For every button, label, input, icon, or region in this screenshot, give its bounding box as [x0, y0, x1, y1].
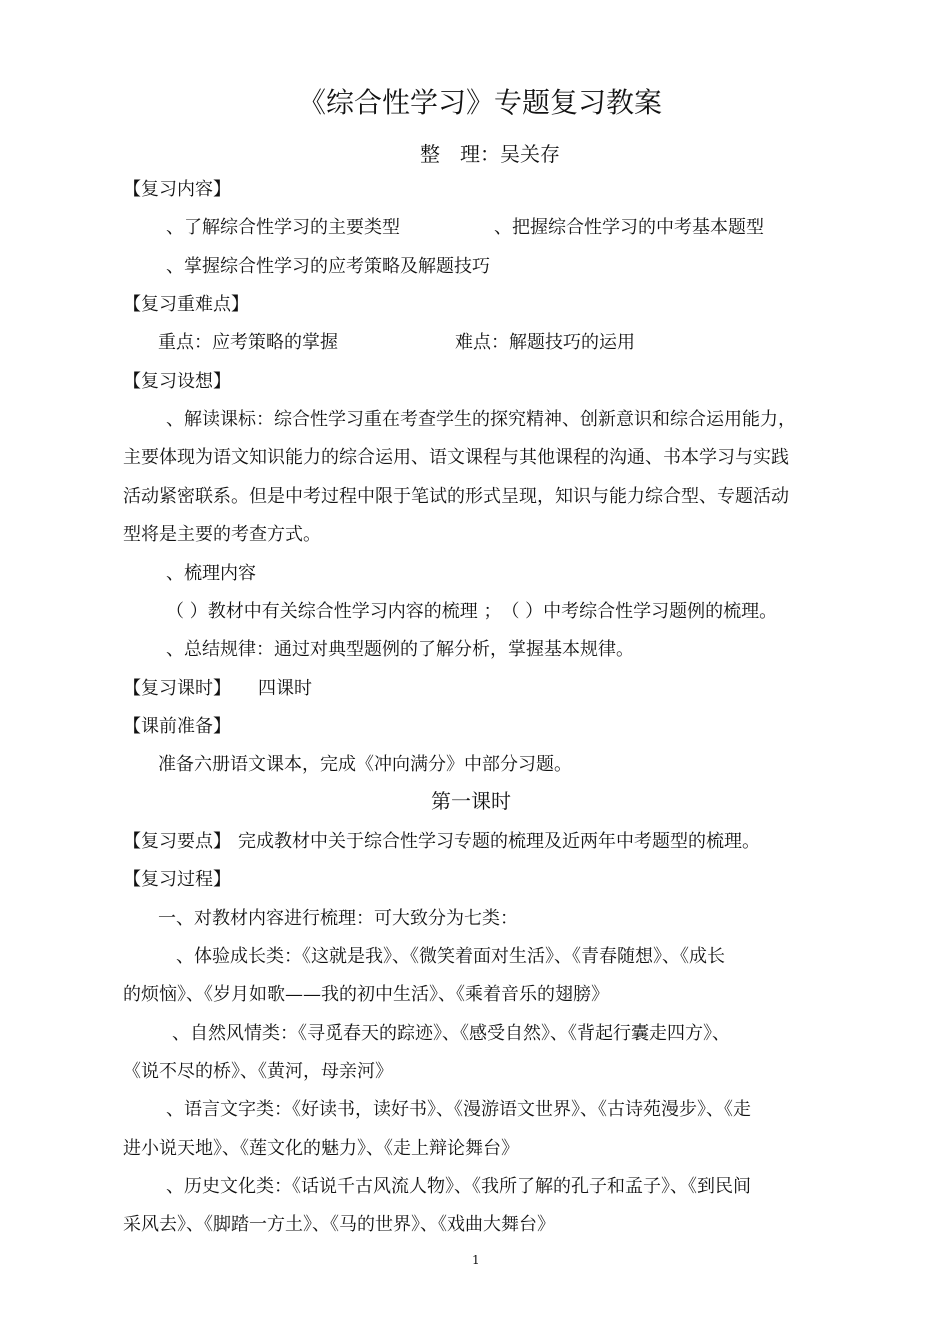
- review-content-item: 、掌握综合性学习的应考策略及解题技巧: [166, 256, 490, 277]
- section-heading-key-points: 【复习重难点】: [123, 294, 249, 315]
- lesson-heading: 第一课时: [431, 789, 511, 813]
- difficult-point: 难点：解题技巧的运用: [455, 332, 635, 353]
- paragraph-line: 主要体现为语文知识能力的综合运用、语文课程与其他课程的沟通、书本学习与实践: [123, 447, 789, 468]
- category-line: 、语言文字类：《好读书，读好书》、《漫游语文世界》、《古诗苑漫步》、《走: [166, 1099, 751, 1120]
- page-number: 1: [472, 1253, 480, 1267]
- review-content-item: 、把握综合性学习的中考基本题型: [494, 217, 764, 238]
- review-points-text: 完成教材中关于综合性学习专题的梳理及近两年中考题型的梳理。: [238, 831, 760, 852]
- section-heading-class-hours: 【复习课时】: [123, 678, 231, 699]
- key-point: 重点：应考策略的掌握: [158, 332, 338, 353]
- author-line: 整 理：吴关存: [420, 142, 560, 166]
- paragraph-line: 型将是主要的考查方式。: [123, 524, 321, 545]
- category-line: 、历史文化类：《话说千古风流人物》、《我所了解的孔子和孟子》、《到民间: [166, 1176, 751, 1197]
- section-heading-review-content: 【复习内容】: [123, 179, 231, 200]
- paragraph-line: 活动紧密联系。但是中考过程中限于笔试的形式呈现，知识与能力综合型、专题活动: [123, 486, 789, 507]
- document-title: 《综合性学习》专题复习教案: [298, 86, 663, 119]
- paragraph-line: 、总结规律：通过对典型题例的了解分析，掌握基本规律。: [166, 639, 634, 660]
- category-line: 进小说天地》、《莲文化的魅力》、《走上辩论舞台》: [123, 1138, 519, 1159]
- class-hours-value: 四课时: [258, 678, 312, 699]
- paragraph-line: 、解读课标：综合性学习重在考查学生的探究精神、创新意识和综合运用能力，: [166, 409, 796, 430]
- review-content-item: 、了解综合性学习的主要类型: [166, 217, 400, 238]
- category-line: 、体验成长类：《这就是我》、《微笑着面对生活》、《青春随想》、《成长: [176, 946, 725, 967]
- paragraph-line: （ ）教材中有关综合性学习内容的梳理 ； （ ）中考综合性学习题例的梳理。: [166, 601, 778, 622]
- paragraph-line: 、梳理内容: [166, 563, 256, 584]
- preparation-text: 准备六册语文课本，完成《冲向满分》中部分习题。: [158, 754, 572, 775]
- category-line: 《说不尽的桥》、《黄河，母亲河》: [123, 1061, 393, 1082]
- category-line: 、自然风情类：《寻觅春天的踪迹》、《感受自然》、《背起行囊走四方》、: [172, 1023, 730, 1044]
- section-heading-review-plan: 【复习设想】: [123, 371, 231, 392]
- section-heading-preparation: 【课前准备】: [123, 716, 231, 737]
- category-line: 采风去》、《脚踏一方土》、《马的世界》、《戏曲大舞台》: [123, 1214, 555, 1235]
- section-heading-review-points: 【复习要点】: [123, 831, 231, 852]
- category-line: 的烦恼》、《岁月如歌——我的初中生活》、《乘着音乐的翅膀》: [123, 984, 609, 1005]
- section-heading-review-process: 【复习过程】: [123, 869, 231, 890]
- process-intro: 一、对教材内容进行梳理：可大致分为七类：: [158, 908, 518, 929]
